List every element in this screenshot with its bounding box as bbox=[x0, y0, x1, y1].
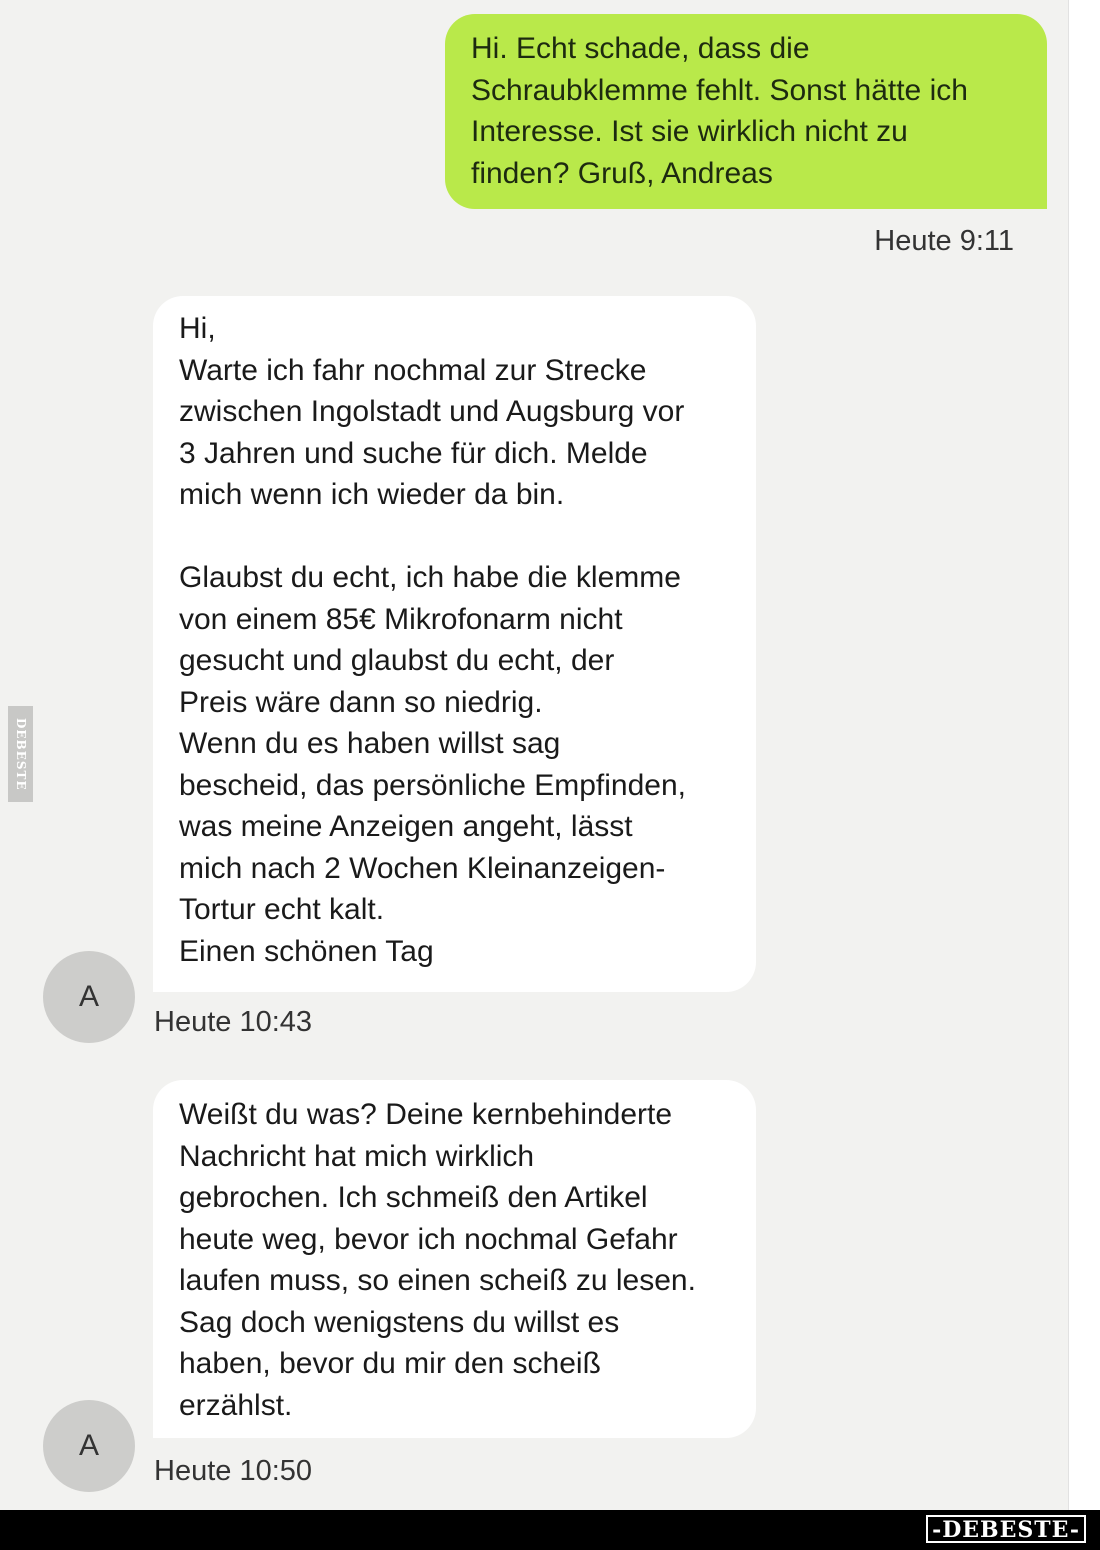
sender-avatar[interactable]: A bbox=[43, 1400, 135, 1492]
side-watermark-logo: DEBESTE bbox=[8, 706, 33, 802]
watermark-footer bbox=[0, 1510, 1100, 1550]
incoming-message-bubble[interactable]: Weißt du was? Deine kernbehinderte Nachricht hat mich wirklich gebrochen. Ich schmeiß den Artikel heute weg, bevor ich nochmal Gefahr laufen muss, so einen scheiß zu lesen. Sag doch wenigstens du willst es haben, bevor du mir den scheiß erzählst. bbox=[153, 1080, 756, 1438]
sender-avatar[interactable]: A bbox=[43, 951, 135, 1043]
incoming-message-timestamp: Heute 10:43 bbox=[154, 1006, 313, 1038]
outgoing-message-bubble[interactable]: Hi. Echt schade, dass die Schraubklemme fehlt. Sonst hätte ich Interesse. Ist sie wirklich nicht zu finden? Gruß, Andreas bbox=[445, 14, 1047, 209]
outgoing-message-timestamp: Heute 9:11 bbox=[874, 225, 1014, 257]
scroll-gutter bbox=[1068, 0, 1100, 1510]
incoming-message-timestamp: Heute 10:50 bbox=[154, 1455, 313, 1487]
watermark-logo: -DEBESTE- bbox=[926, 1515, 1086, 1543]
incoming-message-bubble[interactable]: Hi, Warte ich fahr nochmal zur Strecke zwischen Ingolstadt und Augsburg vor 3 Jahren und suche für dich. Melde mich wenn ich wieder da bin. Glaubst du echt, ich habe die klemme von einem 85€ Mikrofonarm nicht gesucht und glaubst du echt, der Preis wäre dann so niedrig. Wenn du es haben willst sag bescheid, das persönliche Empfinden, was meine Anzeigen angeht, lässt mich nach 2 Wochen Kleinanzeigen- Tortur echt kalt. Einen schönen Tag bbox=[153, 296, 756, 992]
